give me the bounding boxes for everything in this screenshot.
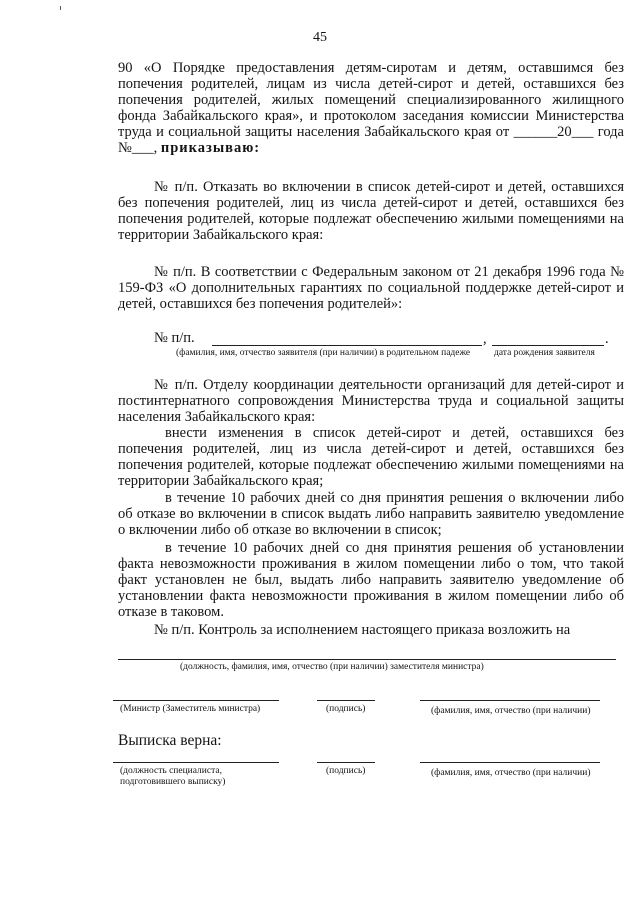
caption-deputy: (должность, фамилия, имя, отчество (при наличии) заместителя министра) xyxy=(180,662,484,672)
subitem-update-list: внести изменения в список детей-сирот и детей, оставшихся без попечения родителей, лиц из числа детей-сирот и детей, оставшихся без попечения родителей, которые подлежат обеспечению жилыми помещениями на территории Забайкальского края; xyxy=(118,425,624,489)
paragraph-department: № п/п. Отделу координации деятельности организаций для детей-сирот и постинтернатного сопровождения Министерства труда и социальной защиты населения Забайкальского края: xyxy=(118,377,624,425)
caption-specialist-signature: (подпись) xyxy=(326,766,366,776)
fill-period: . xyxy=(605,331,609,347)
deputy-line xyxy=(118,659,616,660)
caption-specialist-role: (должность специалиста, xyxy=(120,766,222,776)
applicant-name-line xyxy=(212,345,482,346)
intro-paragraph xyxy=(118,60,624,156)
subitem-notify-inclusion: в течение 10 рабочих дней со дня принятия решения о включении либо об отказе во включении в список выдать либо направить заявителю уведомление о включении либо об отказе во включении в список; xyxy=(118,490,624,538)
caption-minister-signature: (подпись) xyxy=(326,704,366,714)
minister-signature-line xyxy=(317,700,375,701)
page-number: 45 xyxy=(313,30,327,45)
extract-verified-label: Выписка верна: xyxy=(118,732,222,749)
birthdate-line xyxy=(492,345,604,346)
caption-applicant-name: (фамилия, имя, отчество заявителя (при наличии) в родительном падеже xyxy=(176,348,471,358)
minister-name-line xyxy=(420,700,600,701)
specialist-line xyxy=(113,762,279,763)
caption-birthdate: дата рождения заявителя xyxy=(494,348,595,358)
paragraph-control: № п/п. Контроль за исполнением настоящего приказа возложить на xyxy=(154,622,571,638)
order-word: приказываю: xyxy=(160,140,261,156)
caption-minister-name: (фамилия, имя, отчество (при наличии) xyxy=(431,706,591,716)
caption-specialist-name: (фамилия, имя, отчество (при наличии) xyxy=(431,768,591,778)
fill-prefix: № п/п. xyxy=(154,330,195,346)
paragraph-law: № п/п. В соответствии с Федеральным законом от 21 декабря 1996 года № 159-ФЗ «О дополнительных гарантиях по социальной поддержке детей-сирот и детей, оставшихся без попечения родителей»: xyxy=(118,264,624,312)
paragraph-refuse: № п/п. Отказать во включении в список детей-сирот и детей, оставшихся без попечения родителей, лиц из числа детей-сирот и детей, оставшихся без попечения родителей, которые подлежат обеспечению жилыми помещениями на территории Забайкальского края: xyxy=(118,179,624,243)
scan-speck xyxy=(60,6,61,10)
minister-line xyxy=(113,700,279,701)
fill-comma: , xyxy=(483,331,487,347)
specialist-name-line xyxy=(420,762,600,763)
subitem-notify-fact: в течение 10 рабочих дней со дня принятия решения об установлении факта невозможности проживания в жилом помещении либо о том, что такой факт установлен не был, выдать либо направить заявителю уведомление об установлении факта невозможности проживания в жилом помещении либо об отказе в таковом. xyxy=(118,540,624,620)
specialist-signature-line xyxy=(317,762,375,763)
caption-specialist-role-2: подготовившего выписку) xyxy=(120,777,226,787)
intro-text: 90 «О Порядке предоставления детям-сиротам и детям, оставшимся без попечения родителей, лицам из числа детей-сирот и детей, оставшихся без попечения родителей, жилых помещений специализированного жилищного фонда Забайкальского края», и протоколом заседания комиссии Министерства труда и социальной защиты населения Забайкальского края от ______20___ года №___, xyxy=(118,60,624,156)
caption-minister-role: (Министр (Заместитель министра) xyxy=(120,704,261,714)
